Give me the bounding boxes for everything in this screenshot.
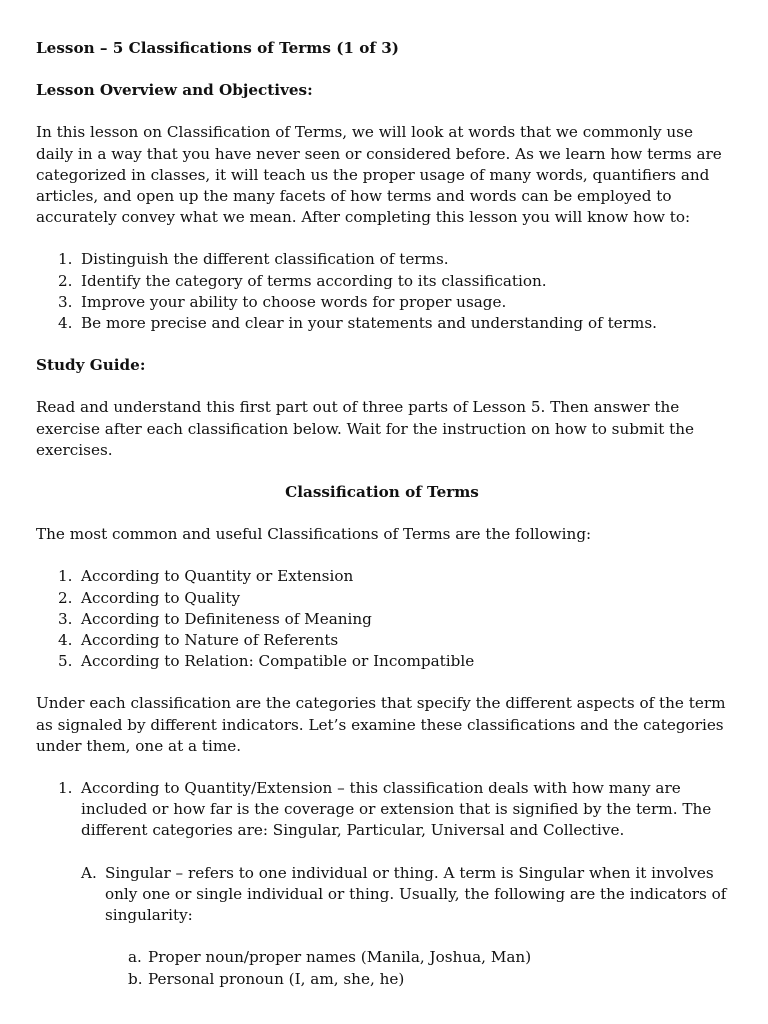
list-item	[36, 863, 728, 927]
list-number: 2.	[58, 271, 73, 290]
list-item-text: According to Quality	[81, 588, 241, 607]
list-item	[36, 588, 728, 609]
overview-paragraph: In this lesson on Classification of Terms, we will look at words that we commonly use daily in a way that you have never seen or considered before. As we learn how terms are categorized in classes, it will teach us the proper usage of many words, quantifiers and articles, and open up the many facets of how terms and words can be employed to accurately convey what we mean. After completing this lesson you will know how to:	[36, 123, 722, 227]
list-number: 3.	[58, 292, 73, 311]
list-item-text: Be more precise and clear in your statements and understanding of terms.	[81, 314, 657, 333]
categories-paragraph: Under each classification are the categories that specify the different aspects of the term as signaled by different indicators. Let’s examine these classifications and the categories under them, one at a time.	[36, 694, 726, 755]
classifications-list	[36, 566, 728, 672]
study-guide-paragraph: Read and understand this first part out of three parts of Lesson 5. Then answer the exercise after each classification below. Wait for the instruction on how to submit the exercises.	[36, 398, 695, 459]
list-item	[36, 292, 728, 313]
list-item-text: Distinguish the different classification of terms.	[81, 250, 449, 269]
list-number: 4.	[58, 631, 73, 650]
list-number: 5.	[58, 652, 73, 671]
list-number: 2.	[58, 588, 73, 607]
list-item-text: Improve your ability to choose words for proper usage.	[81, 292, 507, 311]
section-1A-text: Singular – refers to one individual or thing. A term is Singular when it involves only one or single individual or thing. Usually, the following are the indicators of singularity:	[105, 863, 727, 925]
list-number: 3.	[58, 609, 73, 628]
list-number: 1.	[58, 779, 73, 798]
section-1-list	[36, 778, 728, 842]
list-item-text: Identify the category of terms according to its classification.	[81, 271, 547, 290]
list-number: 4.	[58, 314, 73, 333]
list-item	[36, 969, 728, 990]
list-item-text: According to Nature of Referents	[81, 631, 339, 650]
list-number: a.	[128, 948, 142, 967]
list-item	[36, 630, 728, 651]
list-item	[36, 651, 728, 672]
list-number: A.	[81, 863, 97, 882]
list-item	[36, 609, 728, 630]
list-item-text: According to Quantity or Extension	[81, 567, 354, 586]
list-item	[36, 566, 728, 587]
lesson-title: Lesson – 5 Classifications of Terms (1 of 3)	[36, 39, 399, 57]
list-number: 1.	[58, 250, 73, 269]
classification-intro: The most common and useful Classifications of Terms are the following:	[36, 525, 592, 544]
section-1-text: According to Quantity/Extension – this classification deals with how many are included or how far is the coverage or extension that is signified by the term. The different categories are: Singular, Particular, Universal and Collective.	[81, 779, 712, 840]
overview-heading: Lesson Overview and Objectives:	[36, 81, 313, 100]
list-item	[36, 249, 728, 270]
list-item	[36, 271, 728, 292]
list-number: b.	[128, 969, 143, 988]
section-1A-list	[36, 863, 728, 927]
list-item-text: Proper noun/proper names (Manila, Joshua, Man)	[148, 948, 532, 967]
classification-heading: Classification of Terms	[285, 483, 479, 502]
list-item-text: Personal pronoun (I, am, she, he)	[148, 969, 405, 988]
list-item-text: According to Relation: Compatible or Incompatible	[81, 652, 475, 671]
list-item	[36, 313, 728, 334]
study-guide-heading: Study Guide:	[36, 356, 146, 375]
list-item-text: According to Definiteness of Meaning	[81, 609, 372, 628]
list-item	[36, 947, 728, 968]
list-number: 1.	[58, 567, 73, 586]
indicators-list	[36, 947, 728, 989]
objectives-list	[36, 249, 728, 334]
list-item	[36, 778, 728, 842]
